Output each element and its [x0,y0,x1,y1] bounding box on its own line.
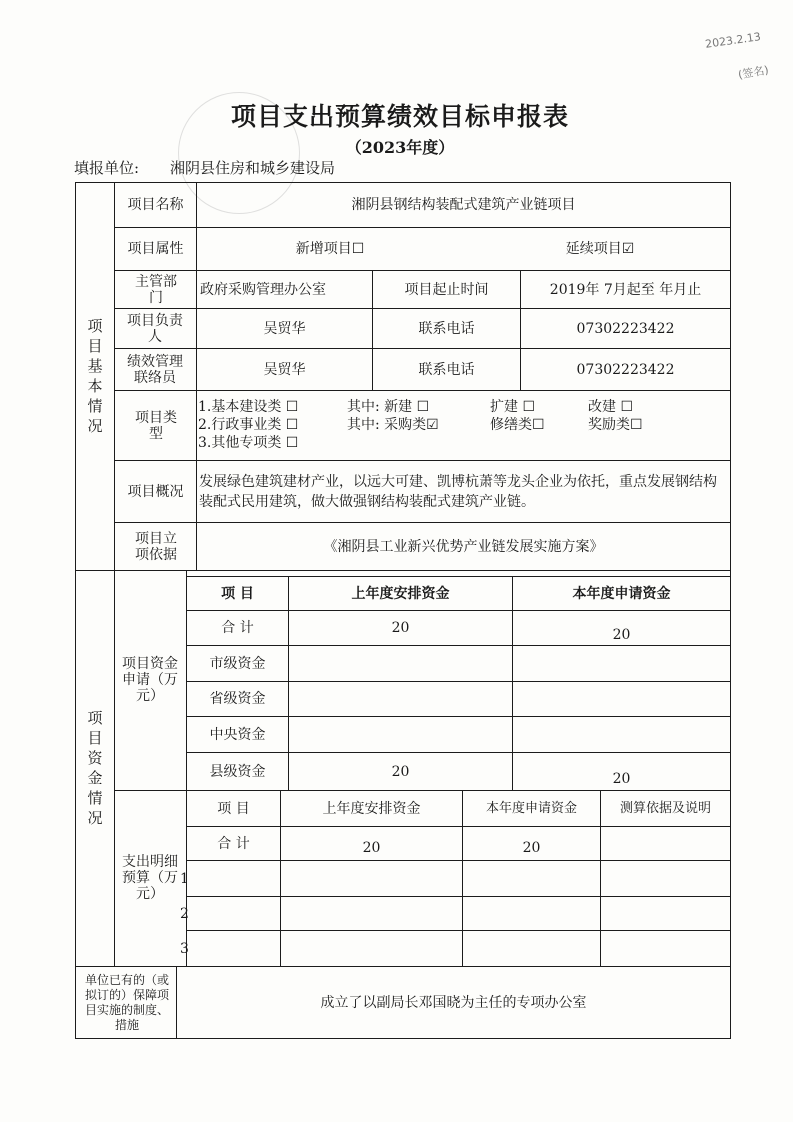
border-bottom [75,1038,731,1039]
dept-value: 政府采购管理办公室 [200,281,326,298]
fund-row-this [513,646,730,681]
owner-phone-label: 联系电话 [418,320,475,337]
owner-value: 吴贸华 [263,320,306,337]
perf-contact-value: 吴贸华 [263,361,306,378]
detail-row-last [281,861,462,896]
fund-row-label: 县级资金 [209,763,266,780]
handwritten-signature: (签名) [737,63,770,82]
detail-row-label: 2 [180,905,189,922]
detail-row-last [281,897,462,930]
period-value: 2019年 7月起至 年月止 [549,281,702,298]
fund-row-label: 省级资金 [209,691,266,707]
subtype-new[interactable]: 其中: 新建 ☐ [347,399,430,415]
fund-row-last: 20 [391,620,410,636]
grid-line [114,390,730,391]
fund-row-this: 20 [612,627,631,643]
fund-row-this: 20 [612,770,631,787]
fund-row-last [289,682,512,716]
detail-budget-label: 支出明细预算（万元） [122,854,178,902]
detail-row-this [463,931,600,966]
subtype-expand[interactable]: 扩建 ☐ [490,399,536,415]
type-basic-construction[interactable]: 1.基本建设类 ☐ [198,399,299,415]
detail-row-note [601,827,730,860]
border-right [730,182,731,1038]
guarantee-value: 成立了以副局长邓国晓为主任的专项办公室 [320,994,587,1011]
detail-row-label: 3 [180,940,189,957]
detail-row-this: 20 [522,839,541,856]
owner-label: 项目负责人 [127,312,183,345]
perf-contact-label: 绩效管理联络员 [127,353,183,386]
period-label: 项目起止时间 [404,281,489,298]
perf-phone-label: 联系电话 [418,361,475,378]
project-attr-continue[interactable]: 延续项目☑ [565,241,635,257]
overview-value: 发展绿色建筑建材产业，以远大可建、凯博杭萧等龙头企业为依托，重点发展钢结构装配式民用建筑，做大做强钢结构装配式建筑产业链。 [199,473,717,510]
unit-value: 湘阴县住房和城乡建设局 [170,159,336,177]
project-attr-label: 项目属性 [127,241,184,257]
detail-col-last: 上年度安排资金 [322,800,421,817]
detail-row-note [601,897,730,930]
overview-label: 项目概况 [127,483,184,500]
subtype-rebuild[interactable]: 改建 ☐ [588,399,634,415]
funds-section-label: 项目资金情况 [87,709,103,827]
page-title: 项目支出预算绩效目标申报表 [230,102,569,131]
project-type-label: 项目类型 [135,409,177,442]
detail-row-this [463,897,600,930]
fund-row-this [513,682,730,716]
subtype-procurement[interactable]: 其中: 采购类☑ [347,417,439,433]
fund-col-item: 项 目 [221,585,254,602]
owner-phone: 07302223422 [576,320,675,337]
type-other[interactable]: 3.其他专项类 ☐ [198,435,299,451]
basis-value: 《湘阴县工业新兴优势产业链发展实施方案》 [323,538,604,555]
fund-row-label: 市级资金 [209,655,266,672]
project-name-label: 项目名称 [127,197,184,213]
fund-row-label: 中央资金 [209,726,266,743]
border-left [75,182,76,1038]
page-year: （2023年度） [345,138,455,157]
unit-label: 填报单位: [74,159,140,177]
detail-row-label: 合 计 [217,835,250,852]
type-admin[interactable]: 2.行政事业类 ☐ [198,417,299,433]
detail-col-this: 本年度申请资金 [485,800,577,816]
basic-section-label: 项目基本情况 [87,317,103,435]
basis-label: 项目立项依据 [135,530,177,563]
detail-row-this [463,861,600,896]
detail-row-last: 20 [362,839,381,856]
grid-line [114,570,115,966]
fund-row-last [289,717,512,752]
grid-line [75,570,730,571]
fund-col-this: 本年度申请资金 [572,585,671,602]
fund-row-this [513,717,730,752]
guarantee-label: 单位已有的（或拟订的）保障项目实施的制度、措施 [84,972,169,1032]
handwritten-date: 2023.2.13 [704,30,762,51]
detail-col-note: 测算依据及说明 [619,800,711,816]
detail-row-note [601,861,730,896]
detail-row-note [601,931,730,966]
fund-apply-label: 项目资金申请（万元） [122,656,178,704]
project-name-value: 湘阴县钢结构装配式建筑产业链项目 [351,197,576,213]
subtype-repair[interactable]: 修缮类☐ [490,417,545,433]
detail-col-item: 项 目 [217,800,250,817]
fund-col-last: 上年度安排资金 [351,585,450,602]
detail-row-label: 1 [180,870,189,887]
dept-label: 主管部门 [135,273,177,306]
project-attr-new[interactable]: 新增项目☐ [295,241,365,257]
perf-phone: 07302223422 [576,361,675,378]
detail-row-last [281,931,462,966]
fund-row-last [289,646,512,681]
subtype-reward[interactable]: 奖励类☐ [588,417,643,433]
fund-row-label: 合 计 [221,620,254,636]
fund-row-last: 20 [391,763,410,780]
